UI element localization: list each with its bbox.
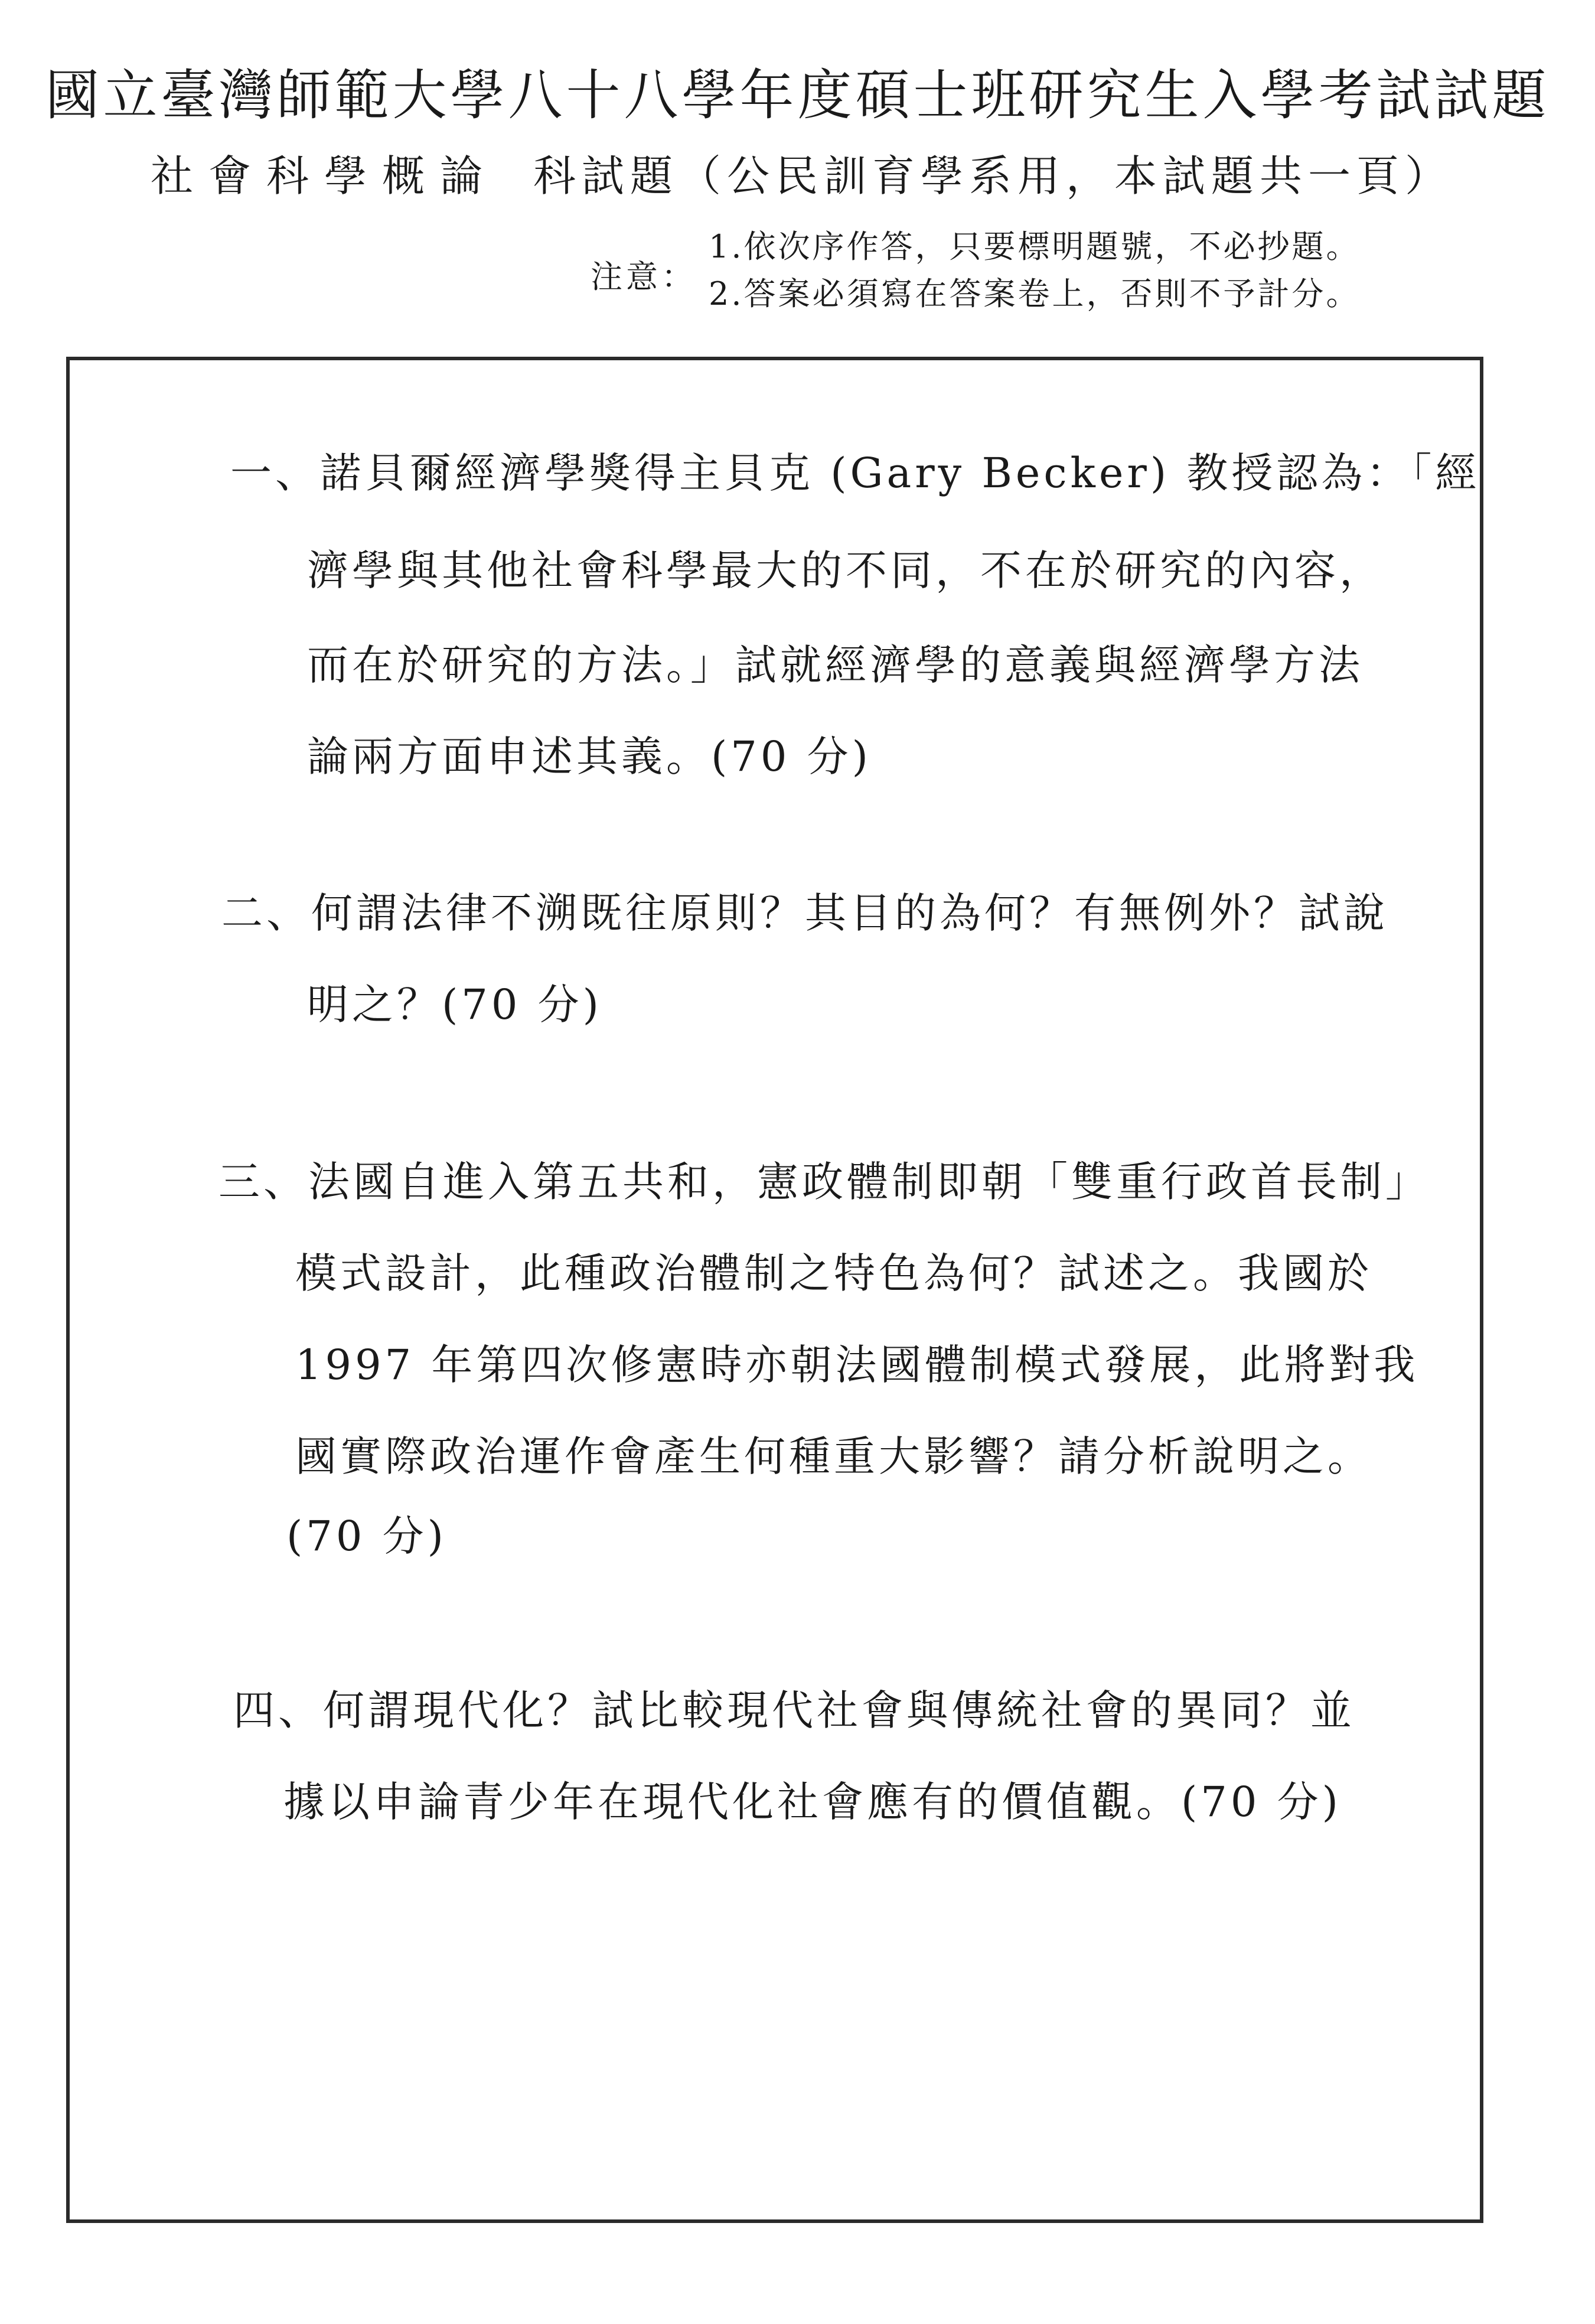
question-line: 濟學與其他社會科學最大的不同，不在於研究的內容， [307, 546, 1384, 595]
subtitle-detail: 科試題（公民訓育學系用，本試題共一頁） [533, 151, 1454, 201]
question-line: 論兩方面申述其義。(70 分) [307, 732, 872, 781]
question-line: 據以申論青少年在現代化社會應有的價值觀。(70 分) [283, 1778, 1342, 1826]
notice-label: 注意： [591, 258, 697, 295]
question-line: 一、諾貝爾經濟學獎得主貝克 (Gary Becker) 教授認為：「經 [230, 449, 1480, 497]
notice-item: 1.依次序作答，只要標明題號，不必抄題。 [709, 228, 1361, 265]
question-line: 三、法國自進入第五共和，憲政體制即朝「雙重行政首長制」 [218, 1158, 1430, 1206]
exam-title: 國立臺灣師範大學八十八學年度碩士班研究生入學考試試題 [45, 64, 1550, 127]
question-line: 國實際政治運作會產生何種重大影響？請分析說明之。 [295, 1432, 1372, 1481]
question-line: 二、何謂法律不溯既往原則？其目的為何？有無例外？試說 [221, 889, 1388, 937]
exam-subtitle [151, 142, 1453, 203]
subject-name: 社會科學概論 [151, 151, 498, 201]
notice-items [709, 223, 1361, 318]
question-line: (70 分) [286, 1512, 447, 1560]
question-line: 而在於研究的方法。」試就經濟學的意義與經濟學方法 [307, 641, 1364, 689]
notice-item: 2.答案必須寫在答案卷上，否則不予計分。 [709, 275, 1361, 312]
question-line: 1997 年第四次修憲時亦朝法國體制模式發展，此將對我 [295, 1341, 1419, 1389]
question-line: 四、何謂現代化？試比較現代社會與傳統社會的異同？並 [233, 1686, 1355, 1735]
question-line: 明之？(70 分) [307, 980, 602, 1029]
question-line: 模式設計，此種政治體制之特色為何？試述之。我國於 [295, 1249, 1372, 1298]
